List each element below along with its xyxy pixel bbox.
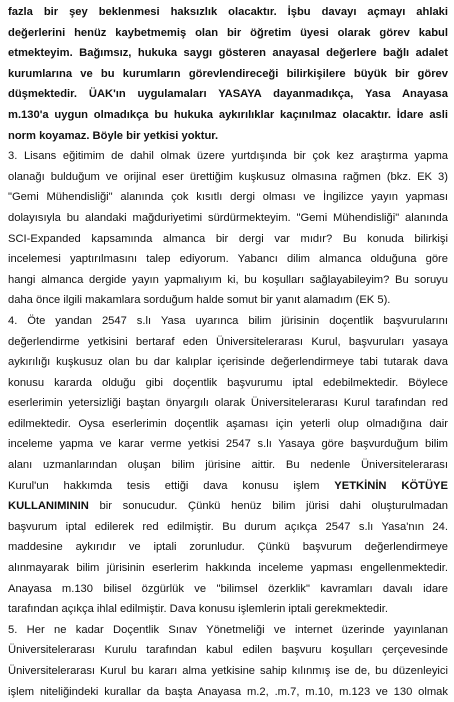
text-line: olanağı bulduğum ve orijinal eser ürettiğim kuşkusuz olmasına rağmen (bkz. EK 3) bbox=[8, 170, 448, 183]
text-line: inceleme yapma ve karar verme yetkisi 2547 s.lı Yasaya göre başvurduğum bilim bbox=[8, 438, 448, 451]
text-line: kurumlarına ve bu kurumların görevlendireceği bilirkişilere büyük bir görev bbox=[8, 67, 448, 80]
text-line: maddesine aykırıdır ve iptali zorunludur. Çünkü başvurum değerlendirmeye bbox=[8, 541, 448, 554]
text-line: etmekteyim. Bağımsız, hukuka saygı gösteren anayasal değerlere bağlı adalet bbox=[8, 47, 448, 60]
paragraph-4 bbox=[8, 311, 448, 620]
document-body bbox=[8, 2, 448, 702]
text-line: fazla bir şey beklenmesi haksızlık olacaktır. İşbu davayı açmayı ahlaki bbox=[8, 6, 448, 18]
paragraph-5 bbox=[8, 620, 448, 702]
text-line: incelemesi yaptırılmasını talep ediyorum. Yabancı dilim almanca olduğuna göre bbox=[8, 253, 448, 266]
text-line: Üniversitelerarası Kurul bu kararı alma yetkisine sahip kılınmış ise de, bu düzenleyici bbox=[8, 665, 448, 677]
text-line: düşmektedir. ÜAK'ın uygulamaları YASAYA dayanmadıkça, Yasa Anayasa bbox=[8, 88, 448, 101]
text-line: aykırılığı kuşkusuz olan bu dar kalıplar içerisinde değerlendirmeye tabi tutarak dava bbox=[8, 356, 448, 369]
paragraph-3 bbox=[8, 146, 448, 311]
text-line: alanı uzmanlarından oluşan bilim jürisine aittir. Bu nedenle Üniversitelerarası bbox=[8, 459, 448, 472]
bold-text-segment: YETKİNİN KÖTÜYE bbox=[334, 479, 448, 492]
text-line bbox=[8, 476, 448, 497]
text-line: 4. Öte yandan 2547 s.lı Yasa uyarınca bilim jürisinin doçentlik başvurularını bbox=[8, 314, 448, 327]
text-line: norm koyamaz. Böyle bir yetkisi yoktur. bbox=[8, 129, 219, 142]
text-line: SCI-Expanded kapsamında almanca bir dergi var mıdır? Bu konuda bilirkişi bbox=[8, 232, 448, 245]
text-line: başvurum iptal edilerek red edilmiştir. Bu durum açıkça 2547 s.lı Yasa'nın 24. bbox=[8, 520, 448, 533]
text-line: alınmayarak bilim jürisinin eserlerim hakkında inceleme yapması engellenmektedir. bbox=[8, 562, 448, 575]
text-line: işlem niteliğindeki kurallar da başta Anayasa m.2, .m.7, m.10, m.123 ve 130 olmak bbox=[8, 685, 448, 698]
paragraph-2-tail bbox=[8, 2, 448, 146]
text-line bbox=[8, 496, 448, 517]
bold-text-segment: KULLANIMININ bbox=[8, 500, 89, 513]
text-line: edilmektedir. Oysa eserlerimin doçentlik aşaması için yeterli olup olmadığına dair bbox=[8, 417, 448, 430]
text-line: "Gemi Mühendisliği" alanında çok kısıtlı dergi olması ve İngilizce yayın yapması bbox=[8, 191, 448, 204]
text-line: 3. Lisans eğitimim de dahil olmak üzere yurtdışında bir çok kez araştırma yapma bbox=[8, 150, 448, 163]
text-line: hangi almanca dergide yayın yapmalıyım ki, bu koşulları sağlayabileyim? Bu soruyu bbox=[8, 273, 448, 286]
text-line: dolayısıyla bu alandaki mağduriyetimi sürdürmekteyim. "Gemi Mühendisliği" alanında bbox=[8, 211, 448, 224]
text-line: konusu kararda olduğu gibi doçentlik başvurumu iptal edebilmektedir. Böylece bbox=[8, 376, 448, 389]
text-line: Üniversitelerarası Kurulu tarafından kabul edilen başvuru koşulları çerçevesinde bbox=[8, 644, 448, 657]
text-segment: Kurul'un hakkımda tesis ettiği dava konusu işlem bbox=[8, 479, 335, 492]
text-line: tarafından açıkça ihlal edilmiştir. Dava konusu işlemlerin iptali gerekmektedir. bbox=[8, 603, 388, 616]
text-line: değerlerini henüz kaybetmemiş olan bir öğretim üyesi olarak görev kabul bbox=[8, 26, 448, 39]
text-segment: bir sonucudur. Çünkü henüz bilim jürisi dahi oluşturulmadan bbox=[88, 500, 448, 513]
text-line: 5. Her ne kadar Doçentlik Sınav Yönetmeliği ve internet üzerinde yayınlanan bbox=[8, 623, 448, 636]
text-line: değerlendirme yetkisini bertaraf eden Üniversitelerarası Kurul, başvuruları yasaya bbox=[8, 335, 448, 348]
text-line: Anayasa m.130 bilisel özgürlük ve "bilimsel özerklik" kavramları davalı idare bbox=[8, 582, 448, 595]
text-line: m.130'a uygun olmadıkça bu hukuka aykırılıklar kaçınılmaz olacaktır. İdare asli bbox=[8, 108, 448, 121]
text-line: eserlerimin yetersizliği baştan önyargılı olarak Üniversitelerarası Kurul tarafından red bbox=[8, 397, 448, 410]
text-line: daha önce ilgili makamlara sorduğum halde somut bir yanıt alamadım (EK 5). bbox=[8, 294, 391, 307]
